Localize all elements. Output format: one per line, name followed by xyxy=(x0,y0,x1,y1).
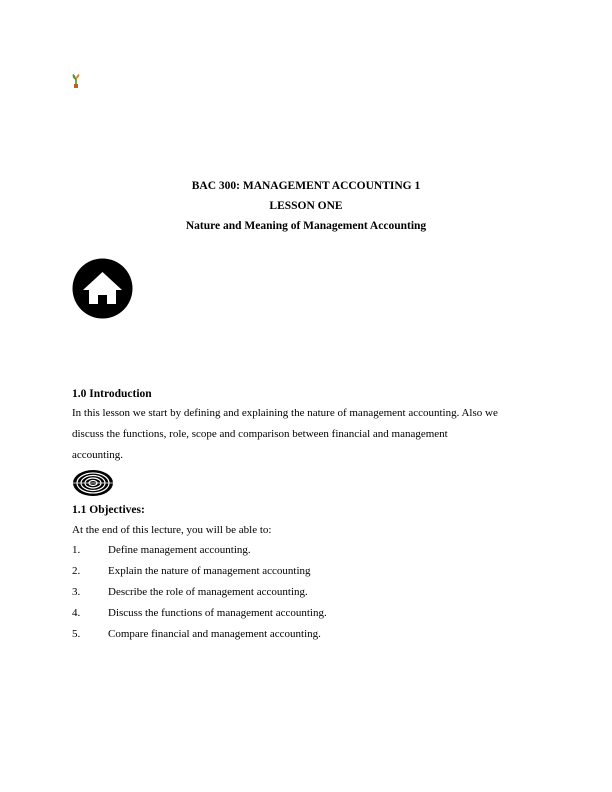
introduction-line: In this lesson we start by defining and explaining the nature of management accounting. Also we xyxy=(72,407,498,419)
list-number: 1. xyxy=(72,544,81,556)
objectives-list xyxy=(72,540,552,645)
list-number: 3. xyxy=(72,586,81,598)
list-text: Define management accounting. xyxy=(108,544,251,556)
title-block xyxy=(0,176,612,236)
list-item xyxy=(72,624,552,645)
list-item xyxy=(72,540,552,561)
objectives-intro: At the end of this lecture, you will be able to: xyxy=(72,524,272,536)
list-number: 2. xyxy=(72,565,81,577)
list-item xyxy=(72,603,552,624)
list-text: Compare financial and management accounting. xyxy=(108,628,321,640)
plant-icon xyxy=(71,72,81,88)
introduction-line: discuss the functions, role, scope and comparison between financial and management xyxy=(72,428,448,440)
lesson-subtitle: Nature and Meaning of Management Accounting xyxy=(185,220,427,232)
list-item xyxy=(72,561,552,582)
introduction-heading: 1.0 Introduction xyxy=(72,388,152,400)
introduction-paragraph xyxy=(72,403,552,466)
target-icon xyxy=(72,469,114,497)
home-icon[interactable] xyxy=(72,258,133,319)
lesson-body xyxy=(72,385,552,645)
list-text: Discuss the functions of management accounting. xyxy=(108,607,327,619)
list-text: Describe the role of management accounting. xyxy=(108,586,308,598)
course-title: BAC 300: MANAGEMENT ACCOUNTING 1 xyxy=(191,180,421,192)
list-item xyxy=(72,582,552,603)
objectives-heading: 1.1 Objectives: xyxy=(72,504,145,516)
list-text: Explain the nature of management accounting xyxy=(108,565,311,577)
introduction-line: accounting. xyxy=(72,449,124,461)
list-number: 4. xyxy=(72,607,81,619)
lesson-title: LESSON ONE xyxy=(269,200,343,212)
list-number: 5. xyxy=(72,628,81,640)
